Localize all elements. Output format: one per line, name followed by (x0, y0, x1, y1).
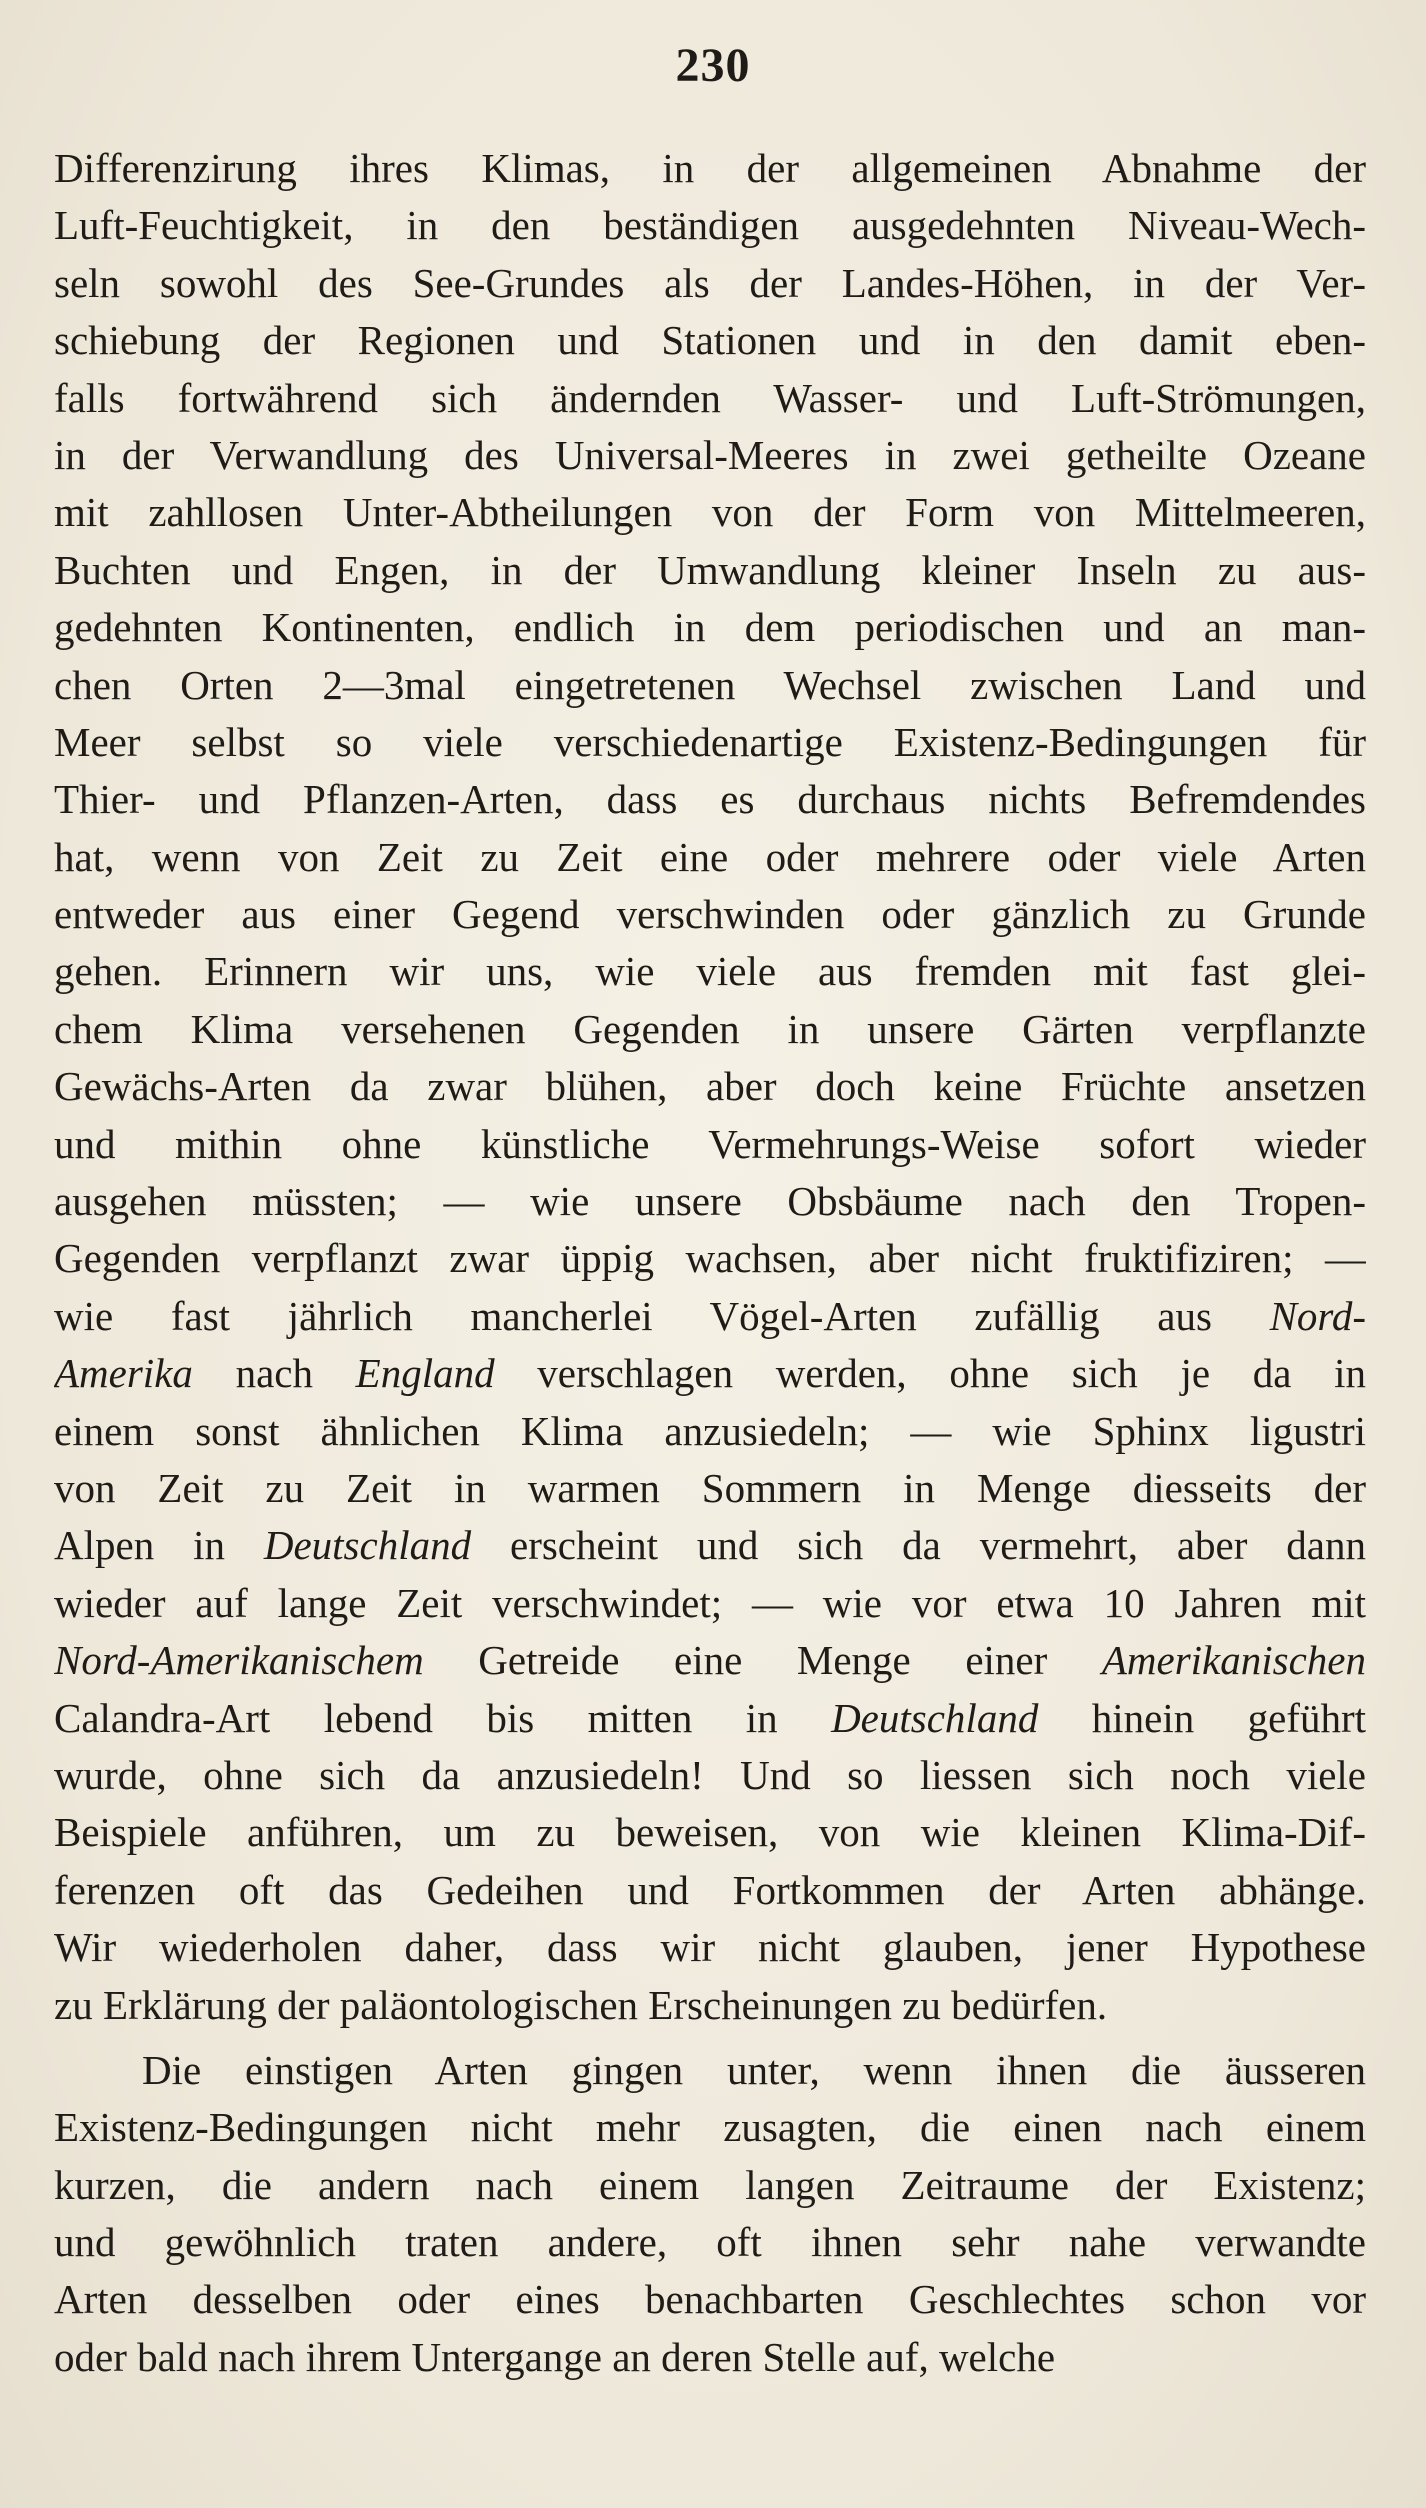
text-run: einem sonst ähnlichen Klima anzusiedeln; — wie Sphinx ligustri (54, 1407, 1366, 1454)
text-run: gehen. Erinnern wir uns, wie viele aus fremden mit fast glei- (54, 948, 1366, 995)
text-line (54, 1116, 1366, 1173)
text-line (54, 2042, 1366, 2099)
text-line (54, 1919, 1366, 1976)
text-run: ausgehen müssten; — wie unsere Obsbäume nach den Tropen- (54, 1178, 1366, 1225)
text-line (54, 1862, 1366, 1919)
text-run: in der Verwandlung des Universal-Meeres in zwei getheilte Ozeane (54, 431, 1366, 478)
text-line (54, 542, 1366, 599)
text-line (54, 1403, 1366, 1460)
text-run: zu Erklärung der paläontologischen Erscheinungen zu bedürfen. (54, 1981, 1108, 2028)
text-line (54, 370, 1366, 427)
italic-run: Amerika (54, 1350, 193, 1397)
text-line (54, 484, 1366, 541)
text-line (54, 886, 1366, 943)
text-run: ferenzen oft das Gedeihen und Fortkommen der Arten abhänge. (54, 1866, 1366, 1913)
paragraph (54, 2042, 1366, 2386)
text-line (54, 2157, 1366, 2214)
text-line (54, 1345, 1366, 1402)
text-line (54, 1288, 1366, 1345)
text-run: chen Orten 2—3mal eingetretenen Wechsel zwischen Land und (54, 661, 1366, 708)
text-line (54, 1747, 1366, 1804)
text-line (54, 2099, 1366, 2156)
text-line (54, 255, 1366, 312)
text-line (54, 2329, 1366, 2386)
text-run: hinein geführt (1038, 1694, 1366, 1741)
text-run: Arten desselben oder eines benachbarten Geschlechtes schon vor (54, 2276, 1366, 2323)
text-line (54, 1517, 1366, 1574)
text-line (54, 2214, 1366, 2271)
italic-run: Deutschland (263, 1522, 472, 1569)
text-run: Die einstigen Arten gingen unter, wenn ihnen die äusseren (142, 2046, 1366, 2093)
text-run: mit zahllosen Unter-Abtheilungen von der Form von Mittelmeeren, (54, 489, 1366, 536)
text-line (54, 657, 1366, 714)
italic-run: Nord- (1269, 1292, 1366, 1339)
text-line (54, 140, 1366, 197)
paragraph-gap (54, 2034, 1366, 2042)
text-line (54, 1460, 1366, 1517)
text-line (54, 312, 1366, 369)
text-run: wurde, ohne sich da anzusiedeln! Und so liessen sich noch viele (54, 1751, 1366, 1798)
text-run: Meer selbst so viele verschiedenartige Existenz-Bedingungen für (54, 718, 1366, 765)
text-run: Thier- und Pflanzen-Arten, dass es durchaus nichts Befremdendes (54, 776, 1366, 823)
text-run: oder bald nach ihrem Untergange an deren Stelle auf, welche (54, 2333, 1056, 2380)
text-line (54, 197, 1366, 254)
text-run: Differenzirung ihres Klimas, in der allgemeinen Abnahme der (54, 145, 1366, 191)
text-line (54, 1230, 1366, 1287)
text-line (54, 2271, 1366, 2328)
italic-run: Amerikanischen (1101, 1637, 1366, 1684)
text-run: seln sowohl des See-Grundes als der Landes-Höhen, in der Ver- (54, 259, 1366, 306)
text-line (54, 943, 1366, 1000)
text-line (54, 714, 1366, 771)
italic-run: Nord-Amerikanischem (54, 1637, 424, 1684)
italic-run: Deutschland (831, 1694, 1039, 1741)
text-line (54, 599, 1366, 656)
paragraph (54, 140, 1366, 2034)
text-line (54, 427, 1366, 484)
text-run: Wir wiederholen daher, dass wir nicht glauben, jener Hypothese (54, 1924, 1366, 1971)
text-run: Getreide eine Menge einer (423, 1637, 1102, 1684)
text-run: Buchten und Engen, in der Umwandlung kleiner Inseln zu aus- (54, 546, 1366, 593)
text-run: und mithin ohne künstliche Vermehrungs-Weise sofort wieder (54, 1120, 1366, 1167)
text-line (54, 1632, 1366, 1689)
text-line (54, 771, 1366, 828)
body-text (54, 140, 1366, 2386)
text-run: und gewöhnlich traten andere, oft ihnen sehr nahe verwandte (54, 2219, 1366, 2266)
text-run: Existenz-Bedingungen nicht mehr zusagten, die einen nach einem (54, 2104, 1366, 2151)
text-line (54, 1001, 1366, 1058)
text-run: Luft-Feuchtigkeit, in den beständigen ausgedehnten Niveau-Wech- (54, 202, 1366, 249)
text-run: wieder auf lange Zeit verschwindet; — wie vor etwa 10 Jahren mit (54, 1579, 1366, 1626)
text-run: Gegenden verpflanzt zwar üppig wachsen, aber nicht fruktifiziren; — (54, 1235, 1366, 1282)
text-run: Calandra-Art lebend bis mitten in (54, 1694, 832, 1741)
text-line (54, 1804, 1366, 1861)
text-run: wie fast jährlich mancherlei Vögel-Arten zufällig aus (54, 1292, 1270, 1339)
text-line (54, 1690, 1366, 1747)
text-run: entweder aus einer Gegend verschwinden oder gänzlich zu Grunde (54, 891, 1366, 938)
text-line (54, 1058, 1366, 1115)
text-run: gedehnten Kontinenten, endlich in dem periodischen und an man- (54, 604, 1366, 651)
text-run: chem Klima versehenen Gegenden in unsere Gärten verpflanzte (54, 1005, 1366, 1052)
text-line (54, 1977, 1366, 2034)
text-run: erscheint und sich da vermehrt, aber dann (471, 1522, 1366, 1569)
text-run: hat, wenn von Zeit zu Zeit eine oder mehrere oder viele Arten (54, 833, 1366, 880)
text-run: kurzen, die andern nach einem langen Zeitraume der Existenz; (54, 2161, 1366, 2208)
italic-run: England (355, 1350, 495, 1397)
text-line (54, 1575, 1366, 1632)
text-run: Beispiele anführen, um zu beweisen, von wie kleinen Klima-Dif- (54, 1809, 1366, 1856)
text-run: nach (192, 1350, 356, 1397)
text-run: Gewächs-Arten da zwar blühen, aber doch keine Früchte ansetzen (54, 1063, 1366, 1110)
text-line (54, 829, 1366, 886)
text-run: verschlagen werden, ohne sich je da in (494, 1350, 1366, 1397)
text-run: schiebung der Regionen und Stationen und in den damit eben- (54, 317, 1366, 364)
page-number: 230 (675, 39, 751, 92)
text-run: Alpen in (54, 1522, 264, 1569)
text-run: falls fortwährend sich ändernden Wasser- und Luft-Strömungen, (54, 374, 1366, 421)
text-run: von Zeit zu Zeit in warmen Sommern in Menge diesseits der (54, 1464, 1366, 1511)
text-line (54, 1173, 1366, 1230)
